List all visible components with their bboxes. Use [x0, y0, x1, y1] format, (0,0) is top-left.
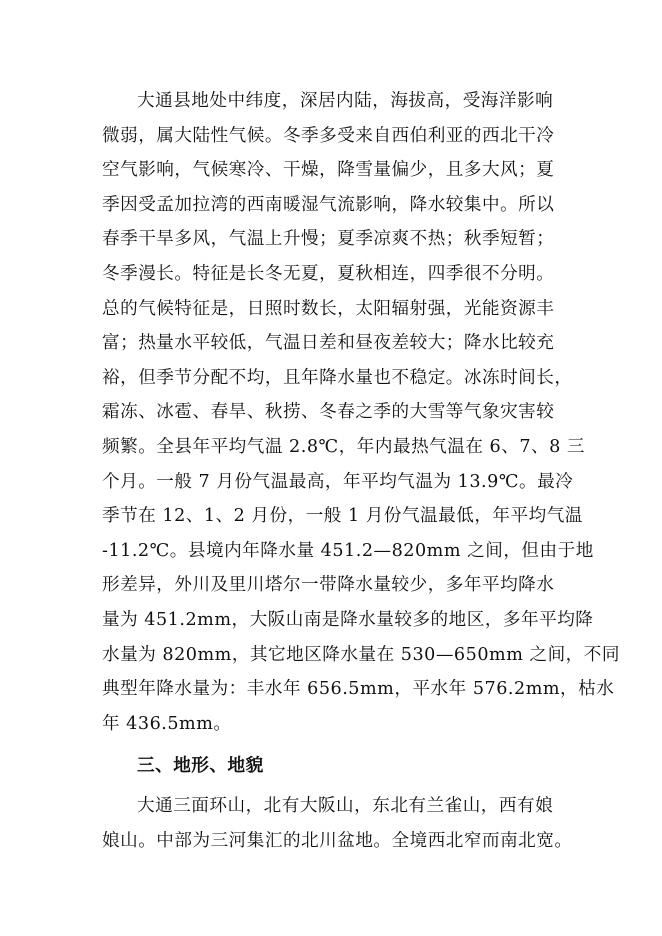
- paragraph-line: -11.2℃。县境内年降水量 451.2—820mm 之间，但由于地: [102, 540, 594, 561]
- paragraph-line: 富；热量水平较低，气温日差和昼夜差较大；降水比较充: [102, 333, 555, 354]
- document-page: [102, 84, 620, 858]
- paragraph-line: 裕，但季节分配不均，且年降水量也不稳定。冰冻时间长，: [102, 367, 573, 388]
- paragraph-line: 水量为 820mm，其它地区降水量在 530—650mm 之间，不同: [102, 644, 620, 665]
- paragraph-line: 典型年降水量为：丰水年 656.5mm，平水年 576.2mm，枯水: [102, 679, 615, 700]
- paragraph-line: 微弱，属大陆性气候。冬季多受来自西伯利亚的西北干冷: [102, 125, 555, 146]
- paragraph-line: 年 436.5mm。: [102, 713, 232, 734]
- paragraph-line: 个月。一般 7 月份气温最高，年平均气温为 13.9℃。最冷: [102, 471, 574, 492]
- paragraph-line: 频繁。全县年平均气温 2.8℃，年内最热气温在 6、7、8 三: [102, 436, 585, 457]
- paragraph-line: 霜冻、冰雹、春旱、秋捞、冬春之季的大雪等气象灾害较: [102, 402, 555, 423]
- section-heading: 三、地形、地貌: [137, 756, 264, 777]
- terrain-paragraph: [102, 789, 573, 858]
- paragraph-line: 春季干旱多风，气温上升慢；夏季凉爽不热；秋季短暂；: [102, 229, 555, 250]
- paragraph-line: 娘山。中部为三河集汇的北川盆地。全境西北窄而南北宽。: [102, 830, 573, 851]
- paragraph-line: 空气影响，气候寒冷、干燥，降雪量偏少，且多大风；夏: [102, 160, 555, 181]
- paragraph-line: 量为 451.2mm，大阪山南是降水量较多的地区，多年平均降: [102, 609, 594, 630]
- paragraph-line: 形差异，外川及里川塔尔一带降水量较少，多年平均降水: [102, 575, 555, 596]
- paragraph-line: 大通县地处中纬度，深居内陆，海拔高，受海洋影响: [137, 91, 554, 111]
- paragraph-line: 季节在 12、1、2 月份，一般 1 月份气温最低，年平均气温: [102, 506, 583, 527]
- paragraph-line: 季因受孟加拉湾的西南暖湿气流影响，降水较集中。所以: [102, 194, 555, 215]
- climate-paragraph: [102, 84, 620, 741]
- paragraph-line: 总的气候特征是，日照时数长，太阳辐射强，光能资源丰: [102, 298, 555, 319]
- paragraph-line: 冬季漫长。特征是长冬无夏，夏秋相连，四季很不分明。: [102, 263, 555, 284]
- paragraph-line: 大通三面环山，北有大阪山，东北有兰雀山，西有娘: [137, 796, 554, 817]
